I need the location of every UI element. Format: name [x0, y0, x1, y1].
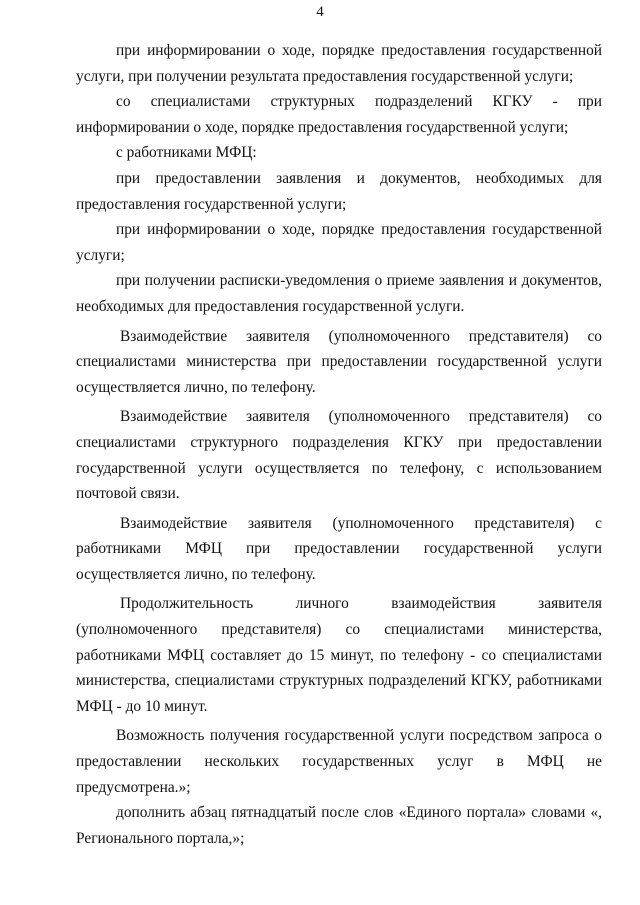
- paragraph-kgku-specialists: со специалистами структурных подразделений КГКУ - при информировании о ходе, порядке предоставления государственной услуги;: [76, 93, 602, 136]
- paragraph-ministry-interaction: Взаимодействие заявителя (уполномоченного представителя) со специалистами министерства при предоставлении государственной услуги осуществляется лично, по телефону.: [76, 327, 602, 396]
- page-number: 4: [316, 4, 324, 20]
- document-body: [76, 38, 602, 851]
- paragraph-submit-application: при предоставлении заявления и документов, необходимых для предоставления государственной услуги;: [76, 169, 602, 213]
- paragraph-inform-progress: при информировании о ходе, порядке предоставления государственной услуги, при получении результата предоставления государственной услуги;: [76, 42, 602, 85]
- paragraph-mfc-interaction: Взаимодействие заявителя (уполномоченного представителя) с работниками МФЦ при предоставлении государственной услуги осуществляется лично, по телефону.: [76, 514, 602, 583]
- paragraph-multiple-services: Возможность получения государственной услуги посредством запроса о предоставлении нескольких государственных услуг в МФЦ не предусмотрена.»;: [76, 727, 602, 796]
- paragraph-receipt-notice: при получении расписки-уведомления о приеме заявления и документов, необходимых для предоставления государственной услуги.: [76, 272, 602, 315]
- paragraph-duration: Продолжительность личного взаимодействия заявителя (уполномоченного представителя) со специалистами министерства, работниками МФЦ составляет до 15 минут, по телефону - со специалистами министерства, специалистами структурных подразделений КГКУ, работниками МФЦ - до 10 минут.: [76, 595, 602, 715]
- paragraph-kgku-interaction: Взаимодействие заявителя (уполномоченного представителя) со специалистами структурного подразделения КГКУ при предоставлении государственной услуги осуществляется по телефону, с использованием почтовой связи.: [76, 408, 602, 503]
- paragraph-mfc-workers: с работниками МФЦ:: [116, 144, 257, 162]
- paragraph-amendment: дополнить абзац пятнадцатый после слов «Единого портала» словами «, Регионального портала,»;: [76, 804, 602, 847]
- paragraph-inform-order: при информировании о ходе, порядке предоставления государственной услуги;: [76, 221, 602, 264]
